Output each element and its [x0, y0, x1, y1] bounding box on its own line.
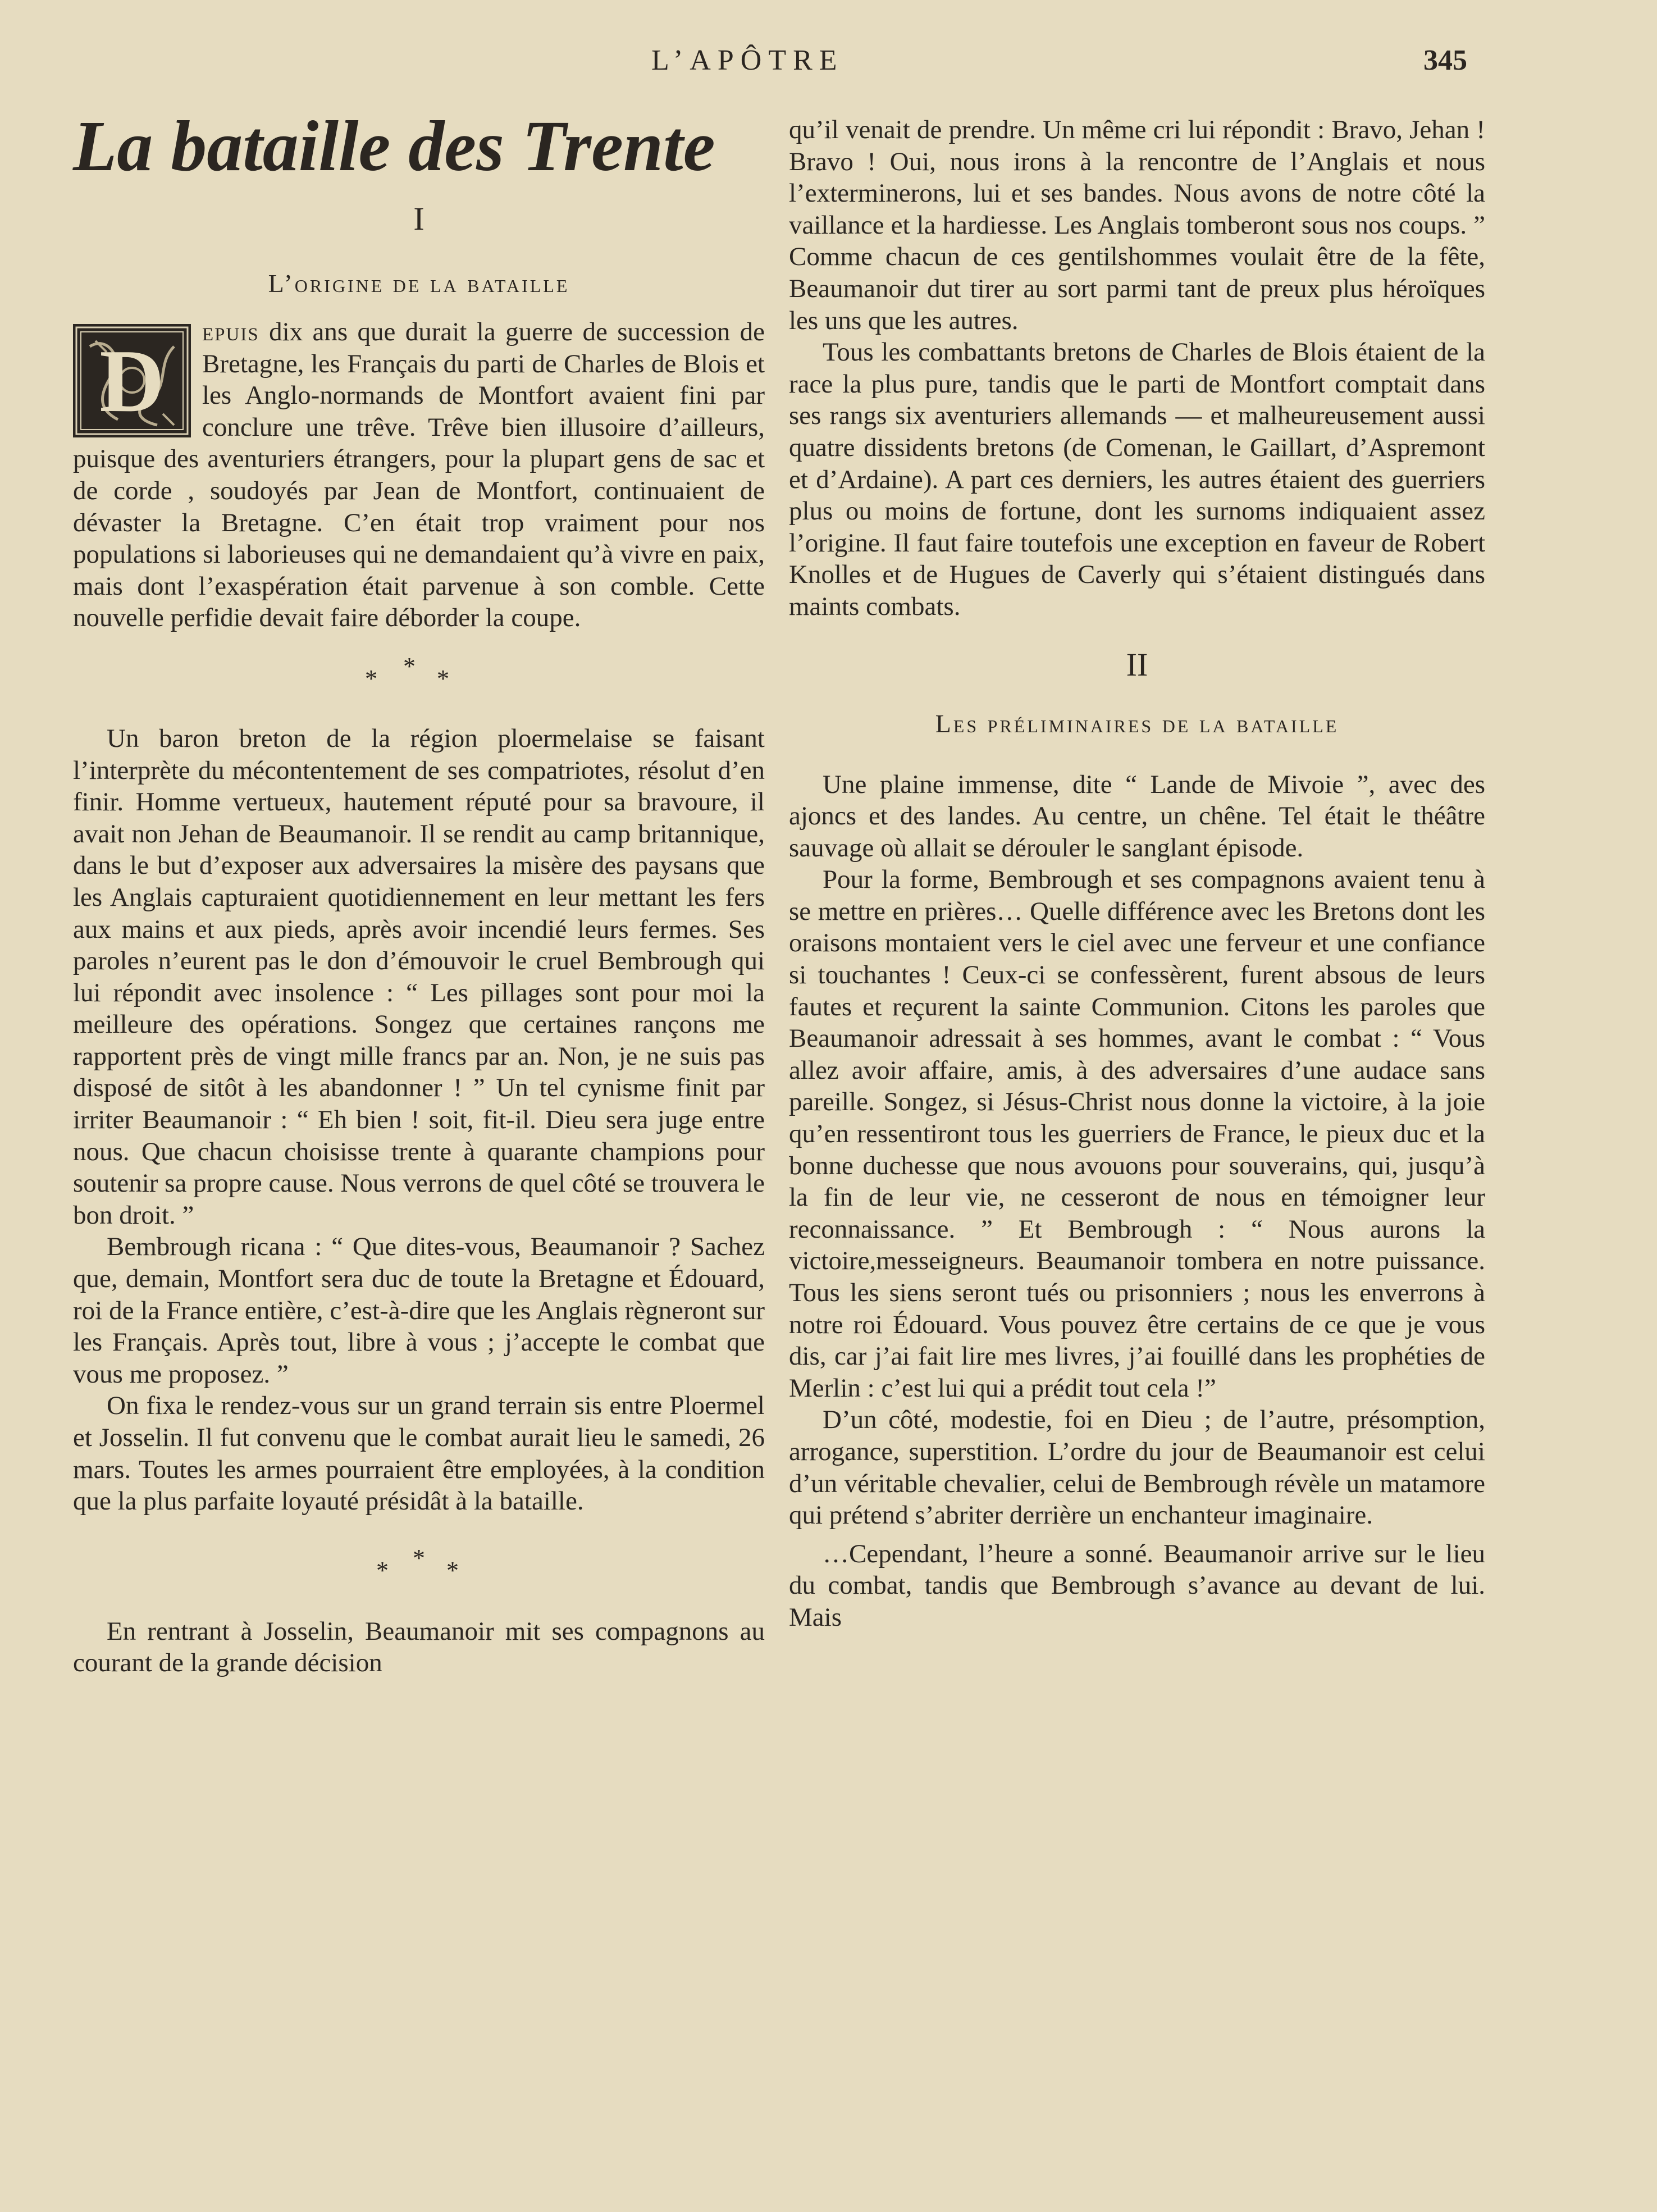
paragraph-bembrough: Bembrough ricana : “ Que dites-vous, Beaumanoir ? Sachez que, demain, Montfort sera duc de toute la Bretagne et Édouard, roi de la France entière, c’est-à-dire que les Anglais règneront sur les Français. Après tout, libre à vous ; j’accepte le combat que vous me proposez. ”: [73, 1232, 765, 1389]
drop-cap-ornament: [73, 324, 191, 437]
asterism-star: *: [446, 1556, 459, 1584]
asterism-star: *: [403, 652, 416, 680]
left-column: [73, 104, 765, 1679]
article-title: La bataille des Trente: [73, 106, 715, 186]
asterism-2: [73, 1543, 765, 1588]
paragraph-heure: …Cependant, l’heure a sonné. Beaumanoir arrive sur le lieu du combat, tandis que Bembrough s’avance au devant de lui. Mais: [789, 1539, 1485, 1632]
asterism-star: *: [365, 664, 377, 692]
asterism-star: *: [376, 1556, 389, 1584]
paragraph-combattants: Tous les combattants bretons de Charles de Blois étaient de la race la plus pure, tandis que le parti de Montfort comptait dans ses rangs six aventuriers allemands — et malheureusement aussi quatre dissidents bretons (de Comenan, le Gaillart, d’Aspremont et d’Ardaine). A part ces derniers, les autres étaient des guerriers plus ou moins de fortune, dont les surnoms indiquaient assez l’origine. Il faut faire toutefois une exception en faveur de Robert Knolles et de Hugues de Caverly qui s’étaient distingués dans maints combats.: [789, 337, 1485, 621]
section-title-1: L’origine de la bataille: [268, 269, 570, 298]
section-title-2: Les préliminaires de la bataille: [935, 709, 1339, 738]
paragraph-continued: qu’il venait de prendre. Un même cri lui répondit : Bravo, Jehan ! Bravo ! Oui, nous irons à la rencontre de l’Anglais et nous l’exterminerons, lui et ses bandes. Nous avons de notre côté la vaillance et la hardiesse. Les Anglais tomberont sous nos coups. ” Comme chacun de ces gentilshommes voulait être de la fête, Beaumanoir dut tirer au sort parmi tant de preux plus héroïques les uns que les autres.: [789, 115, 1485, 335]
first-word: epuis: [202, 317, 259, 346]
asterism-star: *: [437, 664, 449, 692]
section-number-2: II: [1126, 646, 1148, 683]
drop-cap-letter: D: [99, 331, 165, 431]
asterism-1: [73, 651, 765, 696]
paragraph-prieres: Pour la forme, Bembrough et ses compagnons avaient tenu à se mettre en prières… Quelle différence avec les Bretons dont les oraisons montaient vers le ciel avec une ferveur et une confiance si touchantes ! Ceux-ci se confessèrent, furent absous de leurs fautes et reçurent la sainte Communion. Citons les paroles que Beaumanoir adressait à ses hommes, avant le combat : “ Vous allez avoir affaire, amis, à des adversaires d’une audace sans pareille. Songez, si Jésus-Christ nous donne la victoire, à la joie qu’en ressentiront tous les guerriers de France, le pieux duc et la bonne duchesse que nous avouons pour souverains, qui, jusqu’à la fin de leur vie, ne cesseront de nous en témoigner leur reconnaissance. ” Et Bembrough : “ Nous aurons la victoire,messeigneurs. Beaumanoir tombera en notre puissance. Tous les siens seront tués ou prisonniers ; nous les enverrons à notre roi Édouard. Vous pouvez être certains de ce que je vous dis, car j’ai fait lire mes livres, j’ai fouillé dans les prophéties de Merlin : c’est lui qui a prédit tout cela !”: [789, 865, 1485, 1403]
asterism-star: *: [413, 1544, 425, 1572]
section-number-1: I: [413, 200, 424, 237]
paragraph-intro: [73, 316, 765, 634]
paragraph-josselin: En rentrant à Josselin, Beaumanoir mit ses compagnons au courant de la grande décision: [73, 1616, 765, 1678]
paragraph-rendezvous: On fixa le rendez-vous sur un grand terrain sis entre Ploermel et Josselin. Il fut convenu que le combat aurait lieu le samedi, 26 mars. Toutes les armes pourraient être employées, à la condition que la plus parfaite loyauté présidât à la bataille.: [73, 1391, 765, 1516]
paragraph-plaine: Une plaine immense, dite “ Lande de Mivoie ”, avec des ajoncs et des landes. Au centre, un chêne. Tel était le théâtre sauvage où allait se dérouler le sanglant épisode.: [789, 769, 1485, 863]
paragraph-modestie: D’un côté, modestie, foi en Dieu ; de l’autre, présomption, arrogance, superstition. L’ordre du jour de Beaumanoir est celui d’un véritable chevalier, celui de Bembrough révèle un matamore qui prétend s’abriter derrière un enchanteur imaginaire.: [789, 1405, 1485, 1530]
page-header: [0, 39, 1657, 84]
running-title: L’APÔTRE: [651, 44, 844, 76]
paragraph-intro-text: dix ans que durait la guerre de succession de Bretagne, les Français du parti de Charles de Blois et les Anglo-normands de Montfort avaient fini par conclure une trêve. Trêve bien illusoire d’ailleurs, puisque des aventuriers étrangers, pour la plupart gens de sac et de corde , soudoyés par Jean de Montfort, continuaient de dévaster la Bretagne. C’en était trop vraiment pour nos populations si laborieuses qui ne demandaient qu’à vivre en paix, mais dont l’exaspération était parvenue à son comble. Cette nouvelle perfidie devait faire déborder la coupe.: [73, 317, 765, 633]
paragraph-baron: Un baron breton de la région ploermelaise se faisant l’interprète du mécontentement de ses compatriotes, résolut d’en finir. Homme vertueux, hautement réputé pour sa bravoure, il avait non Jehan de Beaumanoir. Il se rendit au camp britannique, dans le but d’exposer aux adversaires la misère des paysans que les Anglais capturaient quotidiennement en leur mettant les fers aux mains et aux pieds, après avoir incendié leurs fermes. Ses paroles n’eurent pas le don d’émouvoir le cruel Bembrough qui lui répondit avec insolence : “ Les pillages sont pour moi la meilleure des opérations. Songez que certaines rançons me rapportent près de vingt mille francs par an. Non, je ne suis pas disposé de sitôt à les abandonner ! ” Un tel cynisme finit par irriter Beaumanoir : “ Eh bien ! soit, fit-il. Dieu sera juge entre nous. Que chacun choisisse trente à quarante champions pour soutenir sa propre cause. Nous verrons de quel côté se trouvera le bon droit. ”: [73, 723, 765, 1230]
right-column: [789, 114, 1485, 1634]
page-number: 345: [1423, 44, 1467, 76]
